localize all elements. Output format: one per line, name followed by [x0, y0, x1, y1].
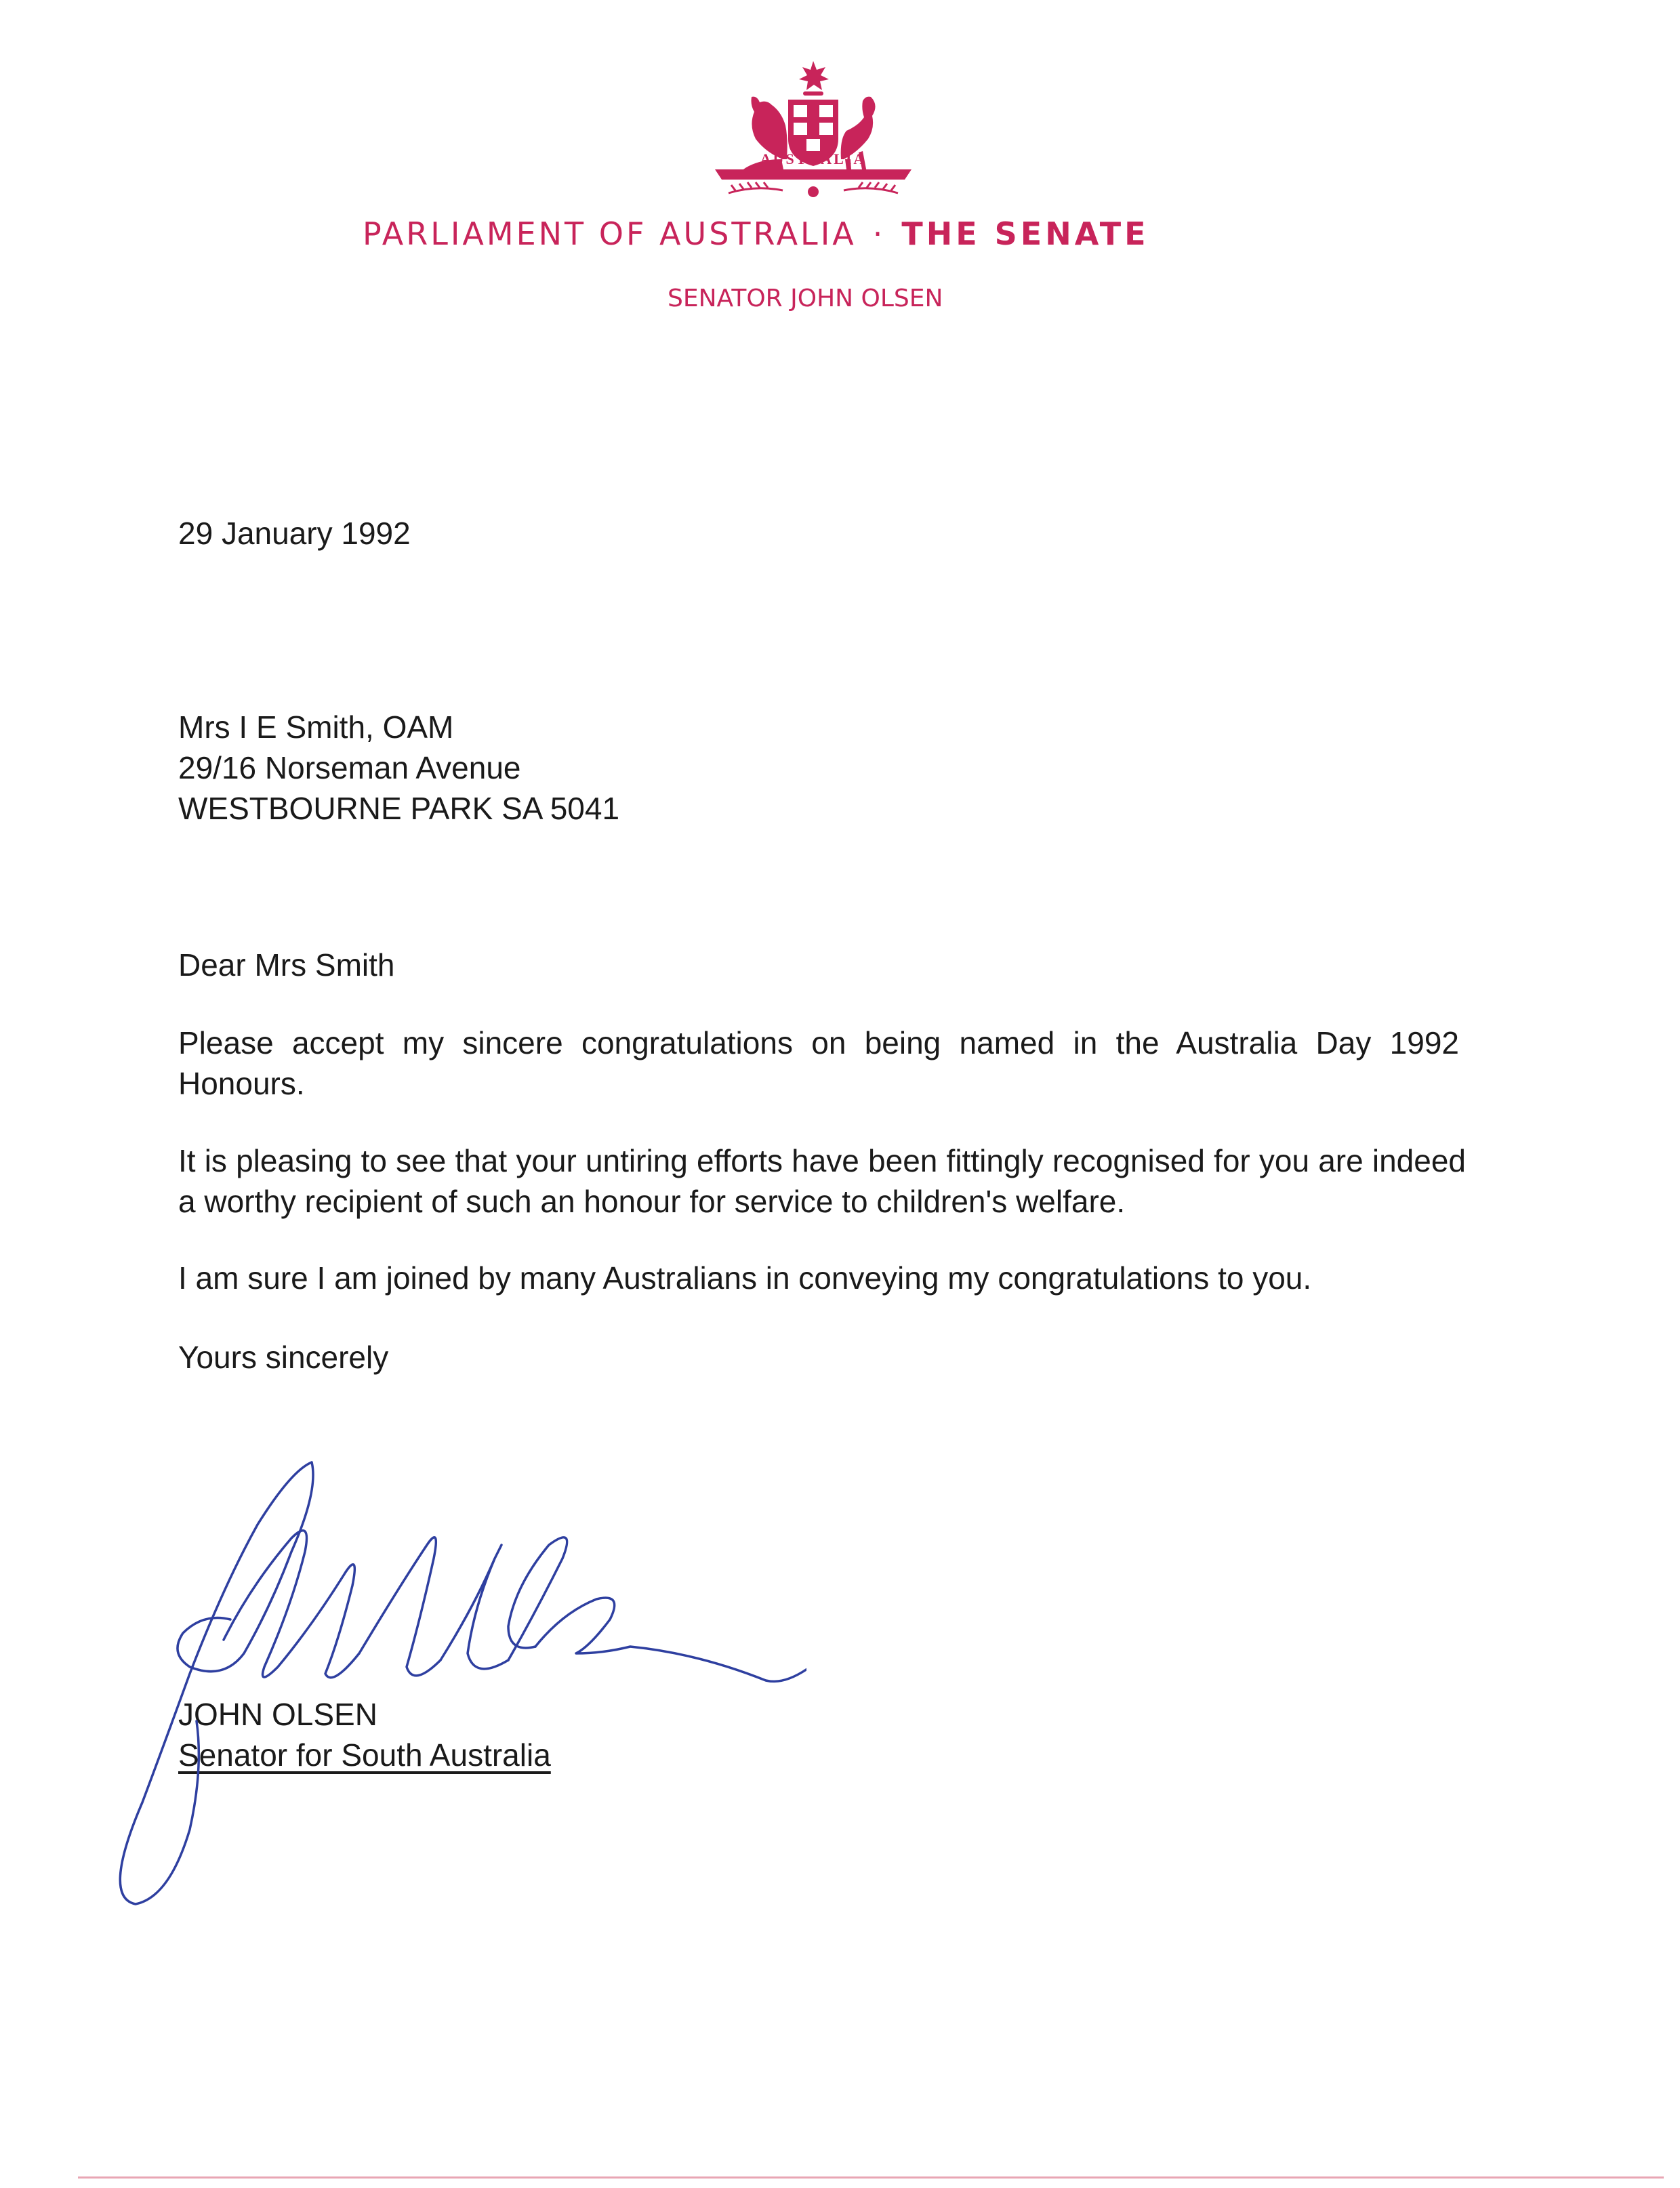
address-line: WESTBOURNE PARK SA 5041: [178, 791, 620, 826]
letterhead-parliament-line: [363, 215, 1311, 252]
closing: Yours sincerely: [178, 1340, 389, 1375]
letterhead-separator: ·: [872, 215, 886, 252]
senator-name-heading: SENATOR JOHN OLSEN: [668, 285, 943, 312]
chamber-name: THE SENATE: [901, 215, 1149, 252]
address-line: 29/16 Norseman Avenue: [178, 750, 521, 785]
recipient-address: [178, 707, 1466, 829]
coat-of-arms-icon: [701, 58, 925, 200]
body-paragraph: It is pleasing to see that your untiring efforts have been fittingly recognised for you are indeed a worthy recipient of such an honour for service to children's welfare.: [178, 1143, 1466, 1219]
signatory-name: JOHN OLSEN: [178, 1697, 377, 1732]
letter-date: 29 January 1992: [178, 516, 411, 551]
parliament-name: PARLIAMENT OF AUSTRALIA: [363, 215, 857, 252]
body-paragraph: Please accept my sincere congratulations on being named in the Australia Day 1992 Honours.: [178, 1025, 1459, 1101]
signatory-title: Senator for South Australia: [178, 1737, 551, 1773]
crest-label: AUSTRALIA: [760, 150, 867, 167]
bottom-rule: [78, 2176, 1664, 2179]
handwritten-signature: [88, 1450, 806, 1911]
body-paragraph: I am sure I am joined by many Australians in conveying my congratulations to you.: [178, 1260, 1312, 1296]
salutation: Dear Mrs Smith: [178, 947, 395, 983]
letterhead: [0, 0, 1680, 325]
address-line: Mrs I E Smith, OAM: [178, 709, 454, 745]
